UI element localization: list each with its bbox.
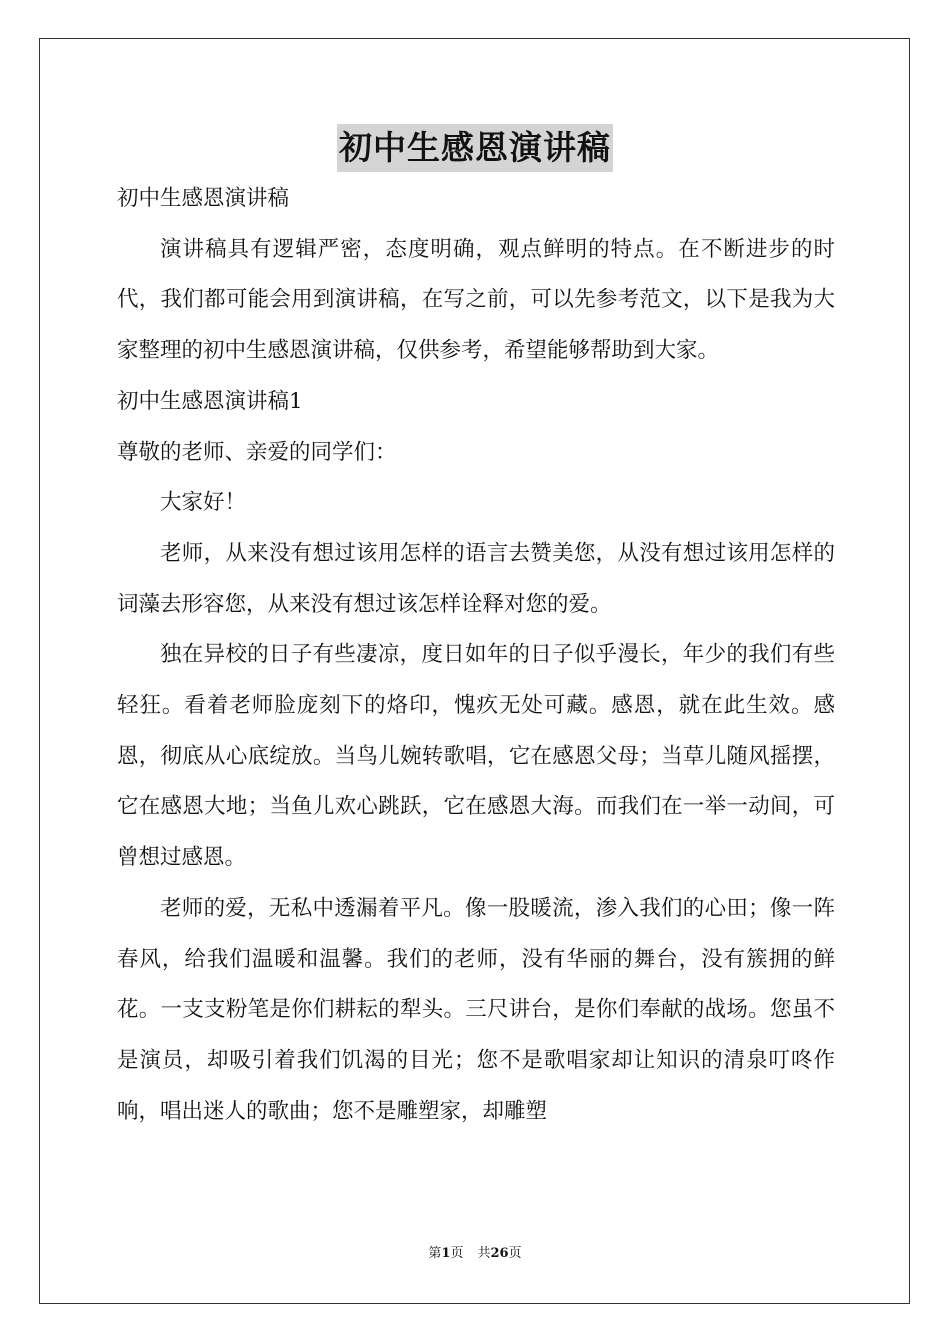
paragraph-2: 初中生感恩演讲稿1 [117,388,303,414]
paragraph-3: 尊敬的老师、亲爱的同学们： [117,439,397,465]
footer-page-unit: 页 [450,1246,464,1261]
document-body [117,174,835,1137]
footer-total-pages: 26 [490,1246,509,1261]
page-footer [0,1244,950,1264]
footer-total-prefix: 共 [477,1246,491,1261]
paragraph-5: 老师，从来没有想过该用怎样的语言去赞美您，从没有想过该用怎样的词藻去形容您，从来没有想过该怎样诠释对您的爱。 [117,540,835,617]
paragraph-7: 老师的爱，无私中透漏着平凡。像一股暖流，渗入我们的心田；像一阵春风，给我们温暖和温馨。我们的老师，没有华丽的舞台，没有簇拥的鲜花。一支支粉笔是你们耕耘的犁头。三尺讲台，是你们奉献的战场。您虽不是演员，却吸引着我们饥渴的目光；您不是歌唱家却让知识的清泉叮咚作响，唱出迷人的歌曲；您不是雕塑家，却雕塑 [117,895,835,1124]
paragraph-4: 大家好！ [160,490,247,516]
title-container [0,124,950,172]
paragraph-1: 演讲稿具有逻辑严密，态度明确，观点鲜明的特点。在不断进步的时代，我们都可能会用到演讲稿，在写之前，可以先参考范文，以下是我为大家整理的初中生感恩演讲稿，仅供参考，希望能够帮助到大家。 [117,236,835,364]
footer-total-unit: 页 [508,1246,522,1261]
footer-page-prefix: 第 [428,1246,442,1261]
paragraph-0: 初中生感恩演讲稿 [117,186,290,211]
document-title: 初中生感恩演讲稿 [337,124,613,172]
paragraph-6: 独在异校的日子有些凄凉，度日如年的日子似乎漫长，年少的我们有些轻狂。看着老师脸庞刻下的烙印，愧疚无处可藏。感恩，就在此生效。感恩，彻底从心底绽放。当鸟儿婉转歌唱，它在感恩父母；当草儿随风摇摆，它在感恩大地；当鱼儿欢心跳跃，它在感恩大海。而我们在一举一动间，可曾想过感恩。 [117,642,835,871]
footer-page-number: 1 [441,1246,451,1261]
